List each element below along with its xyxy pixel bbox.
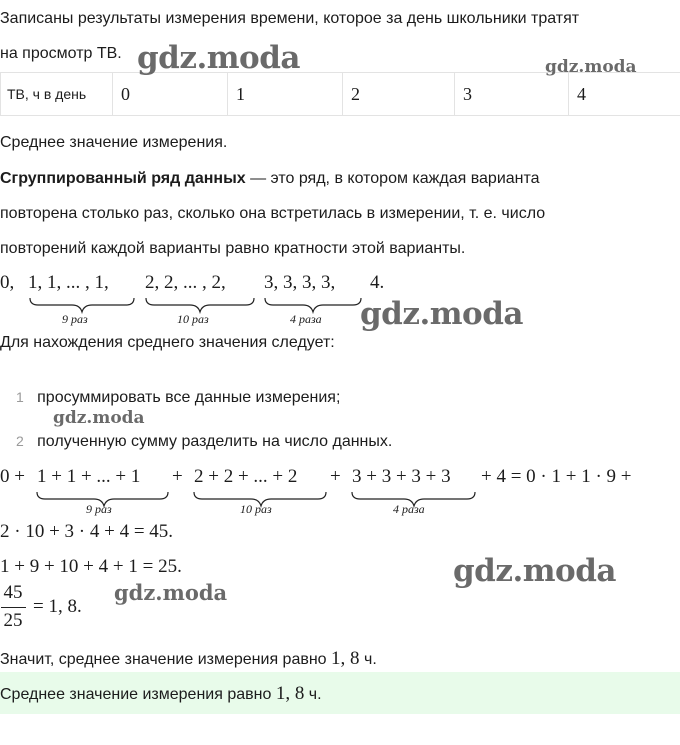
table-header-cell: ТВ, ч в день bbox=[1, 73, 113, 116]
series-tail: 4. bbox=[370, 272, 385, 293]
conclusion bbox=[0, 648, 377, 670]
table-value-cell: 4 bbox=[569, 73, 680, 116]
definition-line-2: повторена столько раз, сколько она встретилась в измерении, т. е. число bbox=[0, 205, 546, 222]
brace-label: 4 раза bbox=[290, 312, 322, 326]
watermark: gdz.moda bbox=[53, 408, 145, 428]
fraction-bar bbox=[1, 607, 26, 608]
sum-group-2: 2 + 2 + ... + 2 bbox=[194, 466, 298, 487]
brace-label: 10 раз bbox=[177, 312, 209, 326]
conclusion-unit: ч. bbox=[359, 651, 377, 668]
answer bbox=[0, 683, 322, 705]
definition-term: Сгруппированный ряд данных bbox=[0, 170, 246, 187]
watermark: gdz.moda bbox=[360, 296, 523, 332]
series-lead: 0, bbox=[0, 272, 15, 293]
watermark: gdz.moda bbox=[453, 553, 616, 589]
table-value-cell: 0 bbox=[113, 73, 228, 116]
answer-text: Среднее значение измерения равно bbox=[0, 686, 276, 703]
fraction-denominator: 25 bbox=[3, 610, 23, 631]
series-group-2: 2, 2, ... , 2, bbox=[145, 272, 226, 293]
table-value-cell: 3 bbox=[455, 73, 569, 116]
brace-label: 4 раза bbox=[393, 502, 425, 516]
brace-label: 9 раз bbox=[62, 312, 88, 326]
step-number: 2 bbox=[16, 433, 24, 449]
watermark: gdz.moda bbox=[137, 40, 300, 76]
watermark: gdz.moda bbox=[114, 580, 228, 605]
table-value-cell: 1 bbox=[228, 73, 343, 116]
table-value-cell: 2 bbox=[343, 73, 455, 116]
step-text: просуммировать все данные измерения; bbox=[37, 389, 341, 406]
fraction-result: = 1, 8. bbox=[33, 596, 82, 617]
step-text: полученную сумму разделить на число данных. bbox=[37, 433, 393, 450]
brace-label: 10 раз bbox=[240, 502, 272, 516]
step-number: 1 bbox=[16, 389, 24, 405]
answer-value: 1, 8 bbox=[275, 683, 305, 704]
mean-label: Среднее значение измерения. bbox=[0, 134, 228, 151]
sum-line-2: 2 · 10 + 3 · 4 + 4 = 45. bbox=[0, 521, 174, 542]
intro-line-2: на просмотр ТВ. bbox=[0, 45, 122, 62]
series-group-3: 3, 3, 3, 3, bbox=[264, 272, 336, 293]
definition-text: — это ряд, в котором каждая варианта bbox=[245, 170, 540, 187]
sum-plus: + bbox=[330, 466, 341, 487]
sum-group-3: 3 + 3 + 3 + 3 bbox=[352, 466, 451, 487]
series-group-1: 1, 1, ... , 1, bbox=[28, 272, 109, 293]
watermark: gdz.moda bbox=[545, 57, 637, 77]
steps-intro: Для нахождения среднего значения следует: bbox=[0, 334, 335, 351]
sum-lead: 0 + bbox=[0, 466, 25, 487]
sum-group-1: 1 + 1 + ... + 1 bbox=[37, 466, 141, 487]
brace-label: 9 раз bbox=[86, 502, 112, 516]
sum-tail: + 4 = 0 · 1 + 1 · 9 + bbox=[481, 466, 632, 487]
fraction-numerator: 45 bbox=[3, 582, 23, 603]
intro-line-1: Записаны результаты измерения времени, которое за день школьники тратят bbox=[0, 10, 580, 27]
conclusion-text: Значит, среднее значение измерения равно bbox=[0, 651, 332, 668]
count-equation: 1 + 9 + 10 + 4 + 1 = 25. bbox=[0, 556, 182, 577]
sum-plus: + bbox=[172, 466, 183, 487]
definition-line-3: повторений каждой варианты равно кратности этой варианты. bbox=[0, 240, 466, 257]
answer-unit: ч. bbox=[304, 686, 322, 703]
conclusion-value: 1, 8 bbox=[331, 648, 360, 669]
